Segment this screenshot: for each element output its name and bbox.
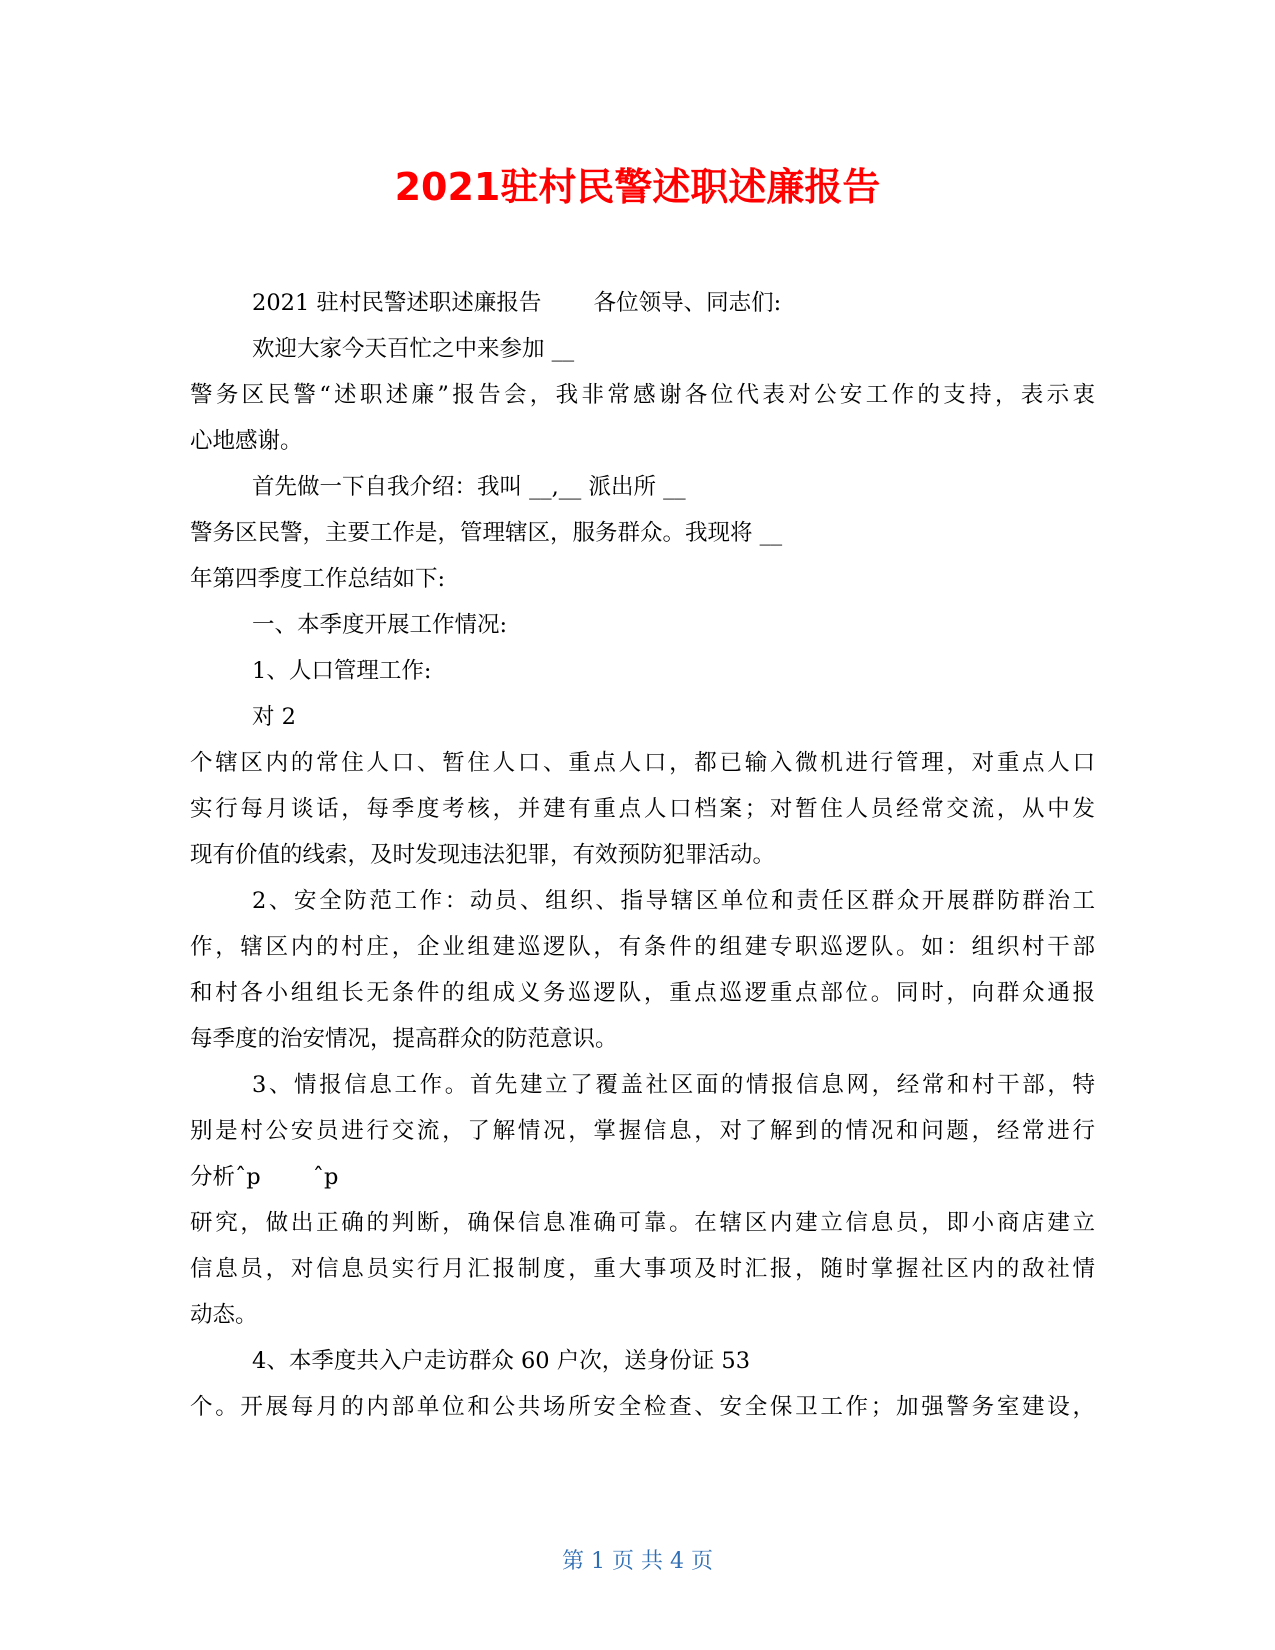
body-line: 4、本季度共入户走访群众 60 户次，送身份证 53 <box>252 1348 751 1374</box>
body-line: 警务区民警，主要工作是，管理辖区，服务群众。我现将 __ <box>190 520 783 546</box>
body-line: 动态。 <box>190 1302 258 1328</box>
body-line: 年第四季度工作总结如下: <box>190 566 446 592</box>
document-title: 2021驻村民警述职述廉报告 <box>394 165 881 209</box>
body-line: 3、情报信息工作。首先建立了覆盖社区面的情报信息网，经常和村干部，特 <box>252 1072 1095 1098</box>
body-line: 1、人口管理工作: <box>252 658 432 684</box>
body-line: 实行每月谈话，每季度考核，并建有重点人口档案；对暂住人员经常交流，从中发 <box>190 796 1095 822</box>
body-line: 2、安全防范工作：动员、组织、指导辖区单位和责任区群众开展群防群治工 <box>252 888 1095 914</box>
body-line: 首先做一下自我介绍：我叫 __,__ 派出所 __ <box>252 474 686 500</box>
body-line: 警务区民警“述职述廉”报告会，我非常感谢各位代表对公安工作的支持，表示衷 <box>190 382 1095 408</box>
page-indicator: 第 1 页 共 4 页 <box>562 1549 713 1574</box>
body-line: 作，辖区内的村庄，企业组建巡逻队，有条件的组建专职巡逻队。如：组织村干部 <box>190 934 1095 960</box>
body-line: 信息员，对信息员实行月汇报制度，重大事项及时汇报，随时掌握社区内的敌社情 <box>190 1256 1095 1282</box>
body-line: 对 2 <box>252 704 296 730</box>
body-line: 个。开展每月的内部单位和公共场所安全检查、安全保卫工作；加强警务室建设， <box>190 1394 1095 1420</box>
body-line: 2021 驻村民警述职述廉报告 各位领导、同志们: <box>252 290 782 316</box>
body-line: 每季度的治安情况，提高群众的防范意识。 <box>190 1026 618 1052</box>
body-line: 一、本季度开展工作情况: <box>252 612 508 638</box>
body-line: 欢迎大家今天百忙之中来参加 __ <box>252 336 575 362</box>
body-line: 心地感谢。 <box>190 428 303 454</box>
body-line: 和村各小组组长无条件的组成义务巡逻队，重点巡逻重点部位。同时，向群众通报 <box>190 980 1095 1006</box>
body-line: 现有价值的线索，及时发现违法犯罪，有效预防犯罪活动。 <box>190 842 776 868</box>
body-line: 研究，做出正确的判断，确保信息准确可靠。在辖区内建立信息员，即小商店建立 <box>190 1210 1095 1236</box>
body-line: 个辖区内的常住人口、暂住人口、重点人口，都已输入微机进行管理，对重点人口 <box>190 750 1095 776</box>
body-line: 分析ˆp ˆp <box>190 1164 339 1190</box>
body-line: 别是村公安员进行交流，了解情况，掌握信息，对了解到的情况和问题，经常进行 <box>190 1118 1095 1144</box>
